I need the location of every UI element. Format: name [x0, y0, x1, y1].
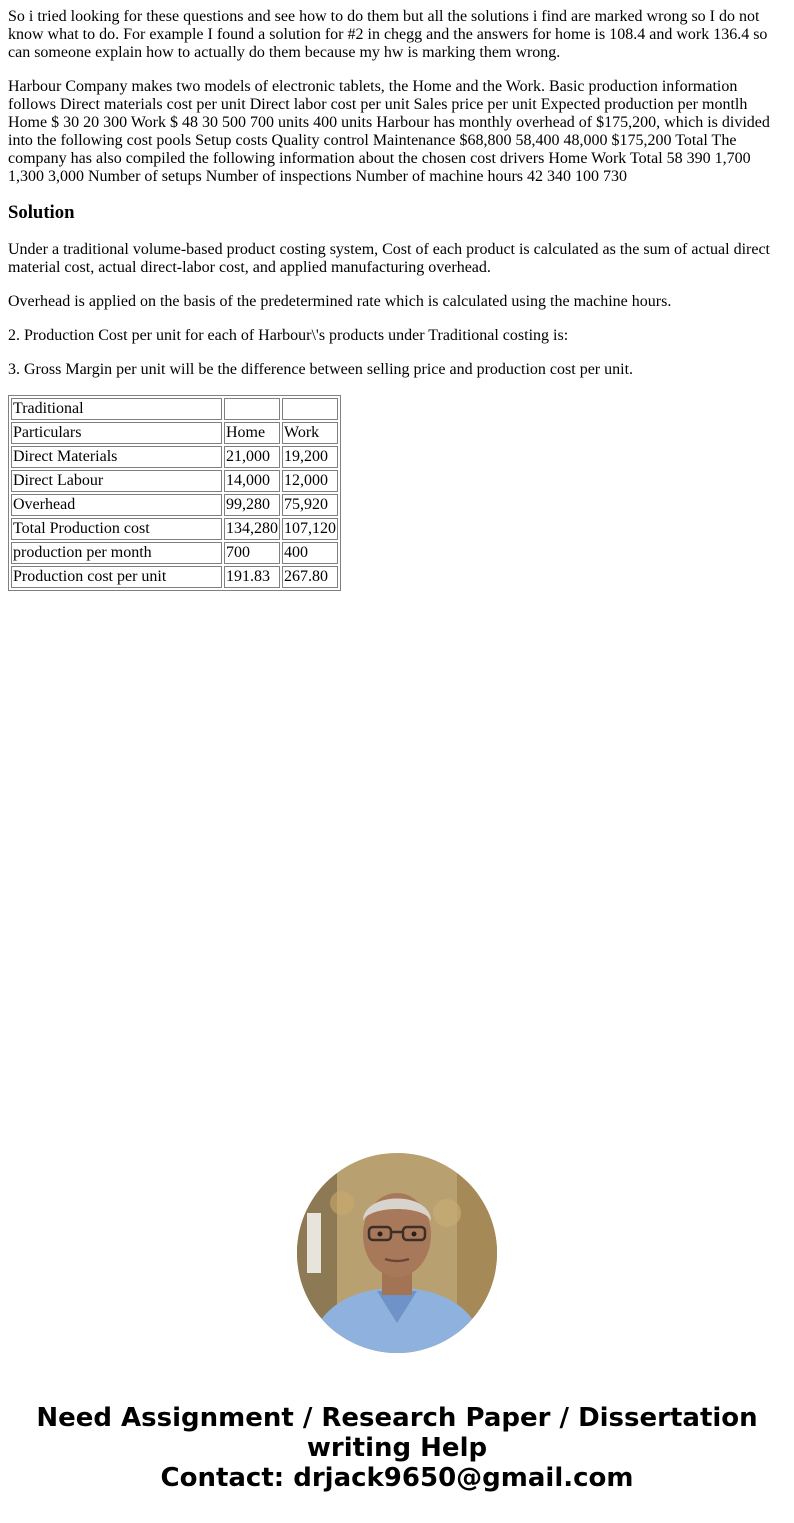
- table-cell: [224, 398, 280, 420]
- table-cell: 134,280: [224, 518, 280, 540]
- table-cell: 14,000: [224, 470, 280, 492]
- page-content: [0, 0, 794, 591]
- table-cell: production per month: [11, 542, 222, 564]
- question-intro: So i tried looking for these questions and see how to do them but all the solutions i find are marked wrong so I do not know what to do. For example I found a solution for #2 in chegg and the answers for home is 108.4 and work 136.4 so can someone explain how to actually do them because my hw is marking them wrong.: [8, 8, 768, 61]
- solution-paragraph-3: 2. Production Cost per unit for each of Harbour\'s products under Traditional costing is:: [8, 327, 569, 344]
- promo-line-1: Need Assignment / Research Paper / Dissertation: [36, 1403, 758, 1433]
- promo-banner: [0, 1153, 794, 1493]
- avatar: [297, 1153, 497, 1353]
- solution-paragraph-4: 3. Gross Margin per unit will be the difference between selling price and production cost per unit.: [8, 361, 634, 378]
- table-cell: 267.80: [282, 566, 338, 588]
- portrait-image: [297, 1153, 497, 1353]
- promo-text: [0, 1403, 794, 1493]
- table-cell: 107,120: [282, 518, 338, 540]
- table-row: [11, 446, 338, 468]
- traditional-costing-table: [8, 395, 341, 591]
- table-row: [11, 566, 338, 588]
- solution-paragraph-1: Under a traditional volume-based product costing system, Cost of each product is calculated as the sum of actual direct material cost, actual direct-labor cost, and applied manufacturing overhead.: [8, 241, 770, 276]
- table-cell: Total Production cost: [11, 518, 222, 540]
- table-cell: [282, 398, 338, 420]
- table-cell: Particulars: [11, 422, 222, 444]
- table-cell: Overhead: [11, 494, 222, 516]
- problem-statement: Harbour Company makes two models of electronic tablets, the Home and the Work. Basic production information follows Direct materials cost per unit Direct labor cost per unit Sales price per unit Expected production per montlh Home $ 30 20 300 Work $ 48 30 500 700 units 400 units Harbour has monthly overhead of $175,200, which is divided into the following cost pools Setup costs Quality control Maintenance $68,800 58,400 48,000 $175,200 Total The company has also compiled the following information about the chosen cost drivers Home Work Total 58 390 1,700 1,300 3,000 Number of setups Number of inspections Number of machine hours 42 340 100 730: [8, 78, 770, 185]
- table-cell: 75,920: [282, 494, 338, 516]
- table-cell: Production cost per unit: [11, 566, 222, 588]
- table-cell: 21,000: [224, 446, 280, 468]
- table-row: [11, 542, 338, 564]
- table-cell: Traditional: [11, 398, 222, 420]
- table-row: [11, 398, 338, 420]
- solution-paragraph-2: Overhead is applied on the basis of the predetermined rate which is calculated using the machine hours.: [8, 293, 672, 310]
- table-cell: Home: [224, 422, 280, 444]
- table-cell: Work: [282, 422, 338, 444]
- table-cell: Direct Labour: [11, 470, 222, 492]
- solution-heading: Solution: [8, 202, 75, 223]
- table-row: [11, 494, 338, 516]
- table-cell: 19,200: [282, 446, 338, 468]
- table-row: [11, 470, 338, 492]
- table-cell: 400: [282, 542, 338, 564]
- table-cell: 191.83: [224, 566, 280, 588]
- table-cell: 12,000: [282, 470, 338, 492]
- promo-line-2: writing Help: [306, 1433, 488, 1463]
- table-cell: 700: [224, 542, 280, 564]
- table-cell: Direct Materials: [11, 446, 222, 468]
- promo-contact: Contact: drjack9650@gmail.com: [160, 1463, 634, 1493]
- table-row: [11, 518, 338, 540]
- table-cell: 99,280: [224, 494, 280, 516]
- table-row: [11, 422, 338, 444]
